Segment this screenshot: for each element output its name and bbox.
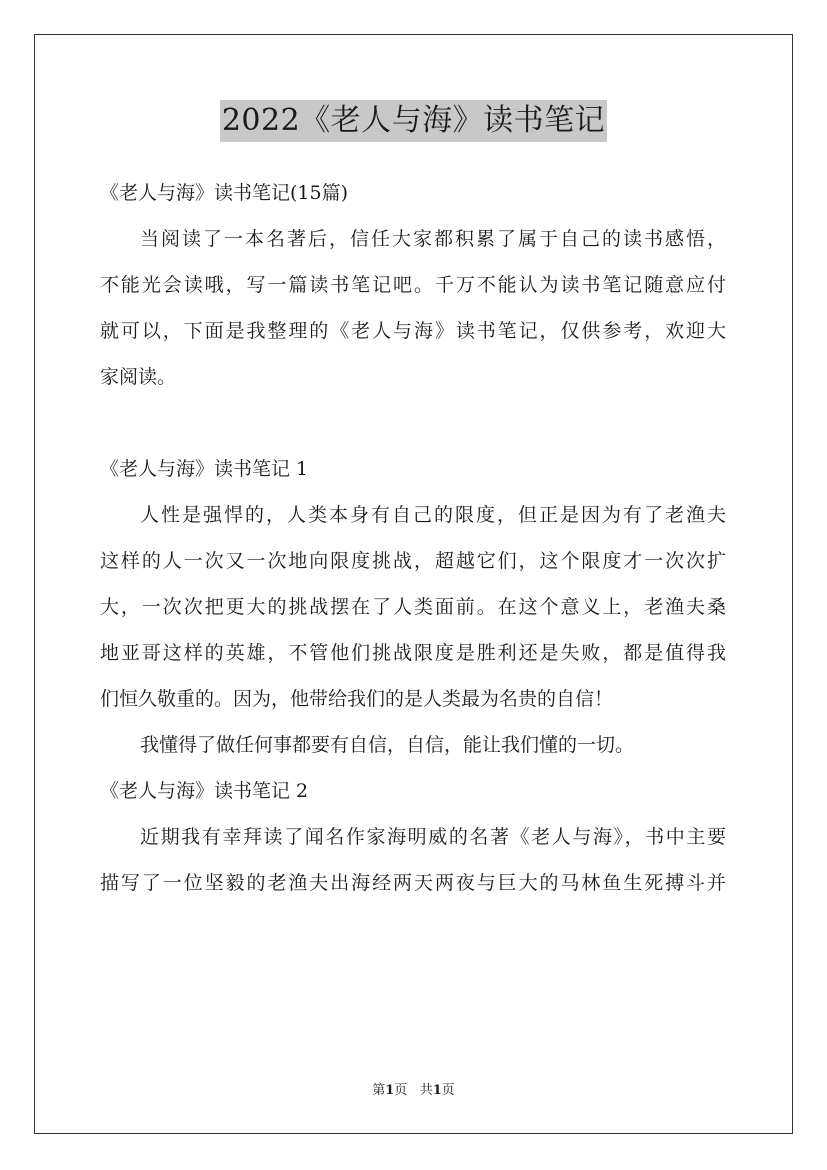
section-heading: 《老人与海》读书笔记 1 [100, 458, 309, 480]
page-footer [0, 1082, 827, 1100]
paragraph-line: 人性是强悍的，人类本身有自己的限度，但正是因为有了老渔夫 [140, 504, 726, 526]
intro-line: 就可以，下面是我整理的《老人与海》读书笔记，仅供参考，欢迎大 [100, 320, 726, 342]
section-heading: 《老人与海》读书笔记 2 [100, 780, 309, 802]
paragraph-line: 我懂得了做任何事都要有自信，自信，能让我们懂的一切。 [140, 734, 635, 756]
page-label: 第 [372, 1083, 386, 1098]
intro-line: 不能光会读哦，写一篇读书笔记吧。千万不能认为读书笔记随意应付 [100, 274, 726, 296]
paragraph-line: 描写了一位坚毅的老渔夫出海经两天两夜与巨大的马林鱼生死搏斗并 [100, 872, 726, 894]
paragraph-line: 大，一次次把更大的挑战摆在了人类面前。在这个意义上，老渔夫桑 [100, 596, 726, 618]
title-area [0, 100, 827, 142]
document-title: 2022《老人与海》读书笔记 [220, 100, 607, 142]
paragraph-line: 地亚哥这样的英雄，不管他们挑战限度是胜利还是失败，都是值得我 [100, 642, 726, 664]
blank-line [100, 400, 726, 446]
intro-line: 当阅读了一本名著后，信任大家都积累了属于自己的读书感悟， [140, 228, 726, 250]
document-subtitle: 《老人与海》读书笔记(15篇) [100, 182, 349, 204]
total-unit: 页 [441, 1083, 455, 1098]
document-body [100, 170, 726, 906]
paragraph-line: 们恒久敬重的。因为，他带给我们的是人类最为名贵的自信！ [100, 688, 614, 710]
intro-line: 家阅读。 [100, 366, 177, 388]
total-label: 共 [419, 1083, 433, 1098]
paragraph-line: 这样的人一次又一次地向限度挑战，超越它们，这个限度才一次次扩 [100, 550, 726, 572]
page-number: 1 [385, 1083, 395, 1098]
paragraph-line: 近期我有幸拜读了闻名作家海明威的名著《老人与海》，书中主要 [140, 826, 726, 848]
page-unit: 页 [394, 1083, 408, 1098]
total-pages: 1 [432, 1083, 442, 1098]
